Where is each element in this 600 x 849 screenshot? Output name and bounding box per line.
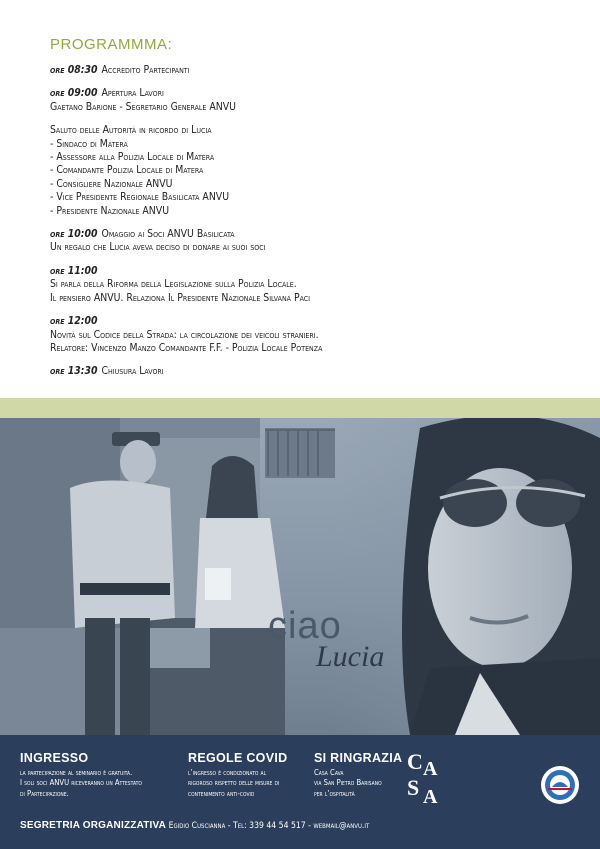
ringrazia-line: Casa Cava: [314, 768, 344, 777]
segreteria-email[interactable]: webmail@anvu.it: [313, 821, 370, 831]
agenda-text: - Sindaco di Matera: [50, 137, 128, 150]
agenda-line: [50, 191, 570, 204]
agenda-line: [50, 138, 570, 151]
agenda-text: - Vice Presidente Regionale Basilicata ANVU: [50, 191, 230, 204]
agenda-line: [50, 329, 570, 342]
agenda-block: [50, 87, 570, 114]
ingresso-section: [20, 751, 142, 799]
ringrazia-line: via San Pietro Barisano: [314, 778, 382, 788]
agenda-text: - Comandante Polizia Locale di Matera: [50, 164, 204, 177]
agenda-text: Saluto delle Autorità in ricordo di Lucia: [50, 124, 212, 137]
logo-letter: S: [407, 775, 420, 800]
ingresso-title: INGRESSO: [20, 751, 89, 765]
lucia-text: Lucia: [316, 640, 385, 673]
ringrazia-section: [314, 751, 402, 799]
agenda-line: [50, 151, 570, 164]
agenda-line: [50, 178, 570, 191]
agenda-line: [50, 241, 570, 254]
segreteria-label: SEGRETRIA ORGANIZZATIVA: [20, 820, 167, 831]
agenda-line: [50, 278, 570, 291]
agenda-line: [50, 265, 570, 278]
agenda-block: [50, 365, 570, 378]
ciao-text: ciao: [268, 605, 342, 647]
agenda-text: Relatore: Vincenzo Manzo Comandante F.F. - Polizia Locale Potenza: [50, 341, 323, 354]
agenda: [50, 64, 570, 389]
agenda-text: Novità sul Codice della Strada: la circolazione dei veicoli stranieri.: [50, 328, 319, 341]
program-title: PROGRAMMMA:: [50, 36, 173, 53]
casa-cava-logo: [403, 747, 445, 807]
footer: [0, 735, 600, 849]
agenda-block: [50, 64, 570, 77]
agenda-text: Il pensiero ANVU. Relaziona Il Presidente Nazionale Silvana Paci: [50, 291, 311, 304]
agenda-line: [50, 228, 570, 241]
covid-line: rigoroso rispetto delle misure di: [188, 778, 280, 788]
agenda-line: [50, 205, 570, 218]
agenda-line: [50, 64, 570, 77]
agenda-line: [50, 365, 570, 378]
covid-title: REGOLE COVID: [188, 751, 288, 765]
memorial-photo: [0, 418, 600, 735]
agenda-time: ore 11:00: [50, 264, 98, 277]
agenda-text: Un regalo che Lucia aveva deciso di donare ai suoi soci: [50, 241, 266, 254]
agenda-text: - Assessore alla Polizia Locale di Matera: [50, 151, 215, 164]
ingresso-line: di Partecipazione.: [20, 788, 69, 798]
agenda-block: [50, 265, 570, 305]
segreteria-phone: - Tel: 339 44 54 517 -: [225, 821, 314, 831]
agenda-line: [50, 292, 570, 305]
decorative-band: [0, 398, 600, 418]
agenda-text: Si parla della Riforma della Legislazione sulla Polizia Locale.: [50, 278, 297, 291]
segreteria-name: Egidio Cuscianna: [168, 821, 226, 831]
agenda-text: Apertura Lavori: [101, 87, 164, 100]
agenda-text: - Consigliere Nazionale ANVU: [50, 177, 173, 190]
agenda-block: [50, 315, 570, 355]
agenda-line: [50, 315, 570, 328]
segreteria-line: [20, 820, 369, 831]
agenda-line: [50, 164, 570, 177]
ingresso-line: I soli soci ANVU riceveranno un Attestato: [20, 778, 142, 788]
ringrazia-title: SI RINGRAZIA: [314, 751, 403, 765]
logo-letter: A: [423, 758, 438, 780]
agenda-text: Omaggio ai Soci ANVU Basilicata: [101, 228, 235, 241]
agenda-text: Accredito Partecipanti: [101, 64, 190, 76]
agenda-text: - Presidente Nazionale ANVU: [50, 204, 170, 217]
ringrazia-line: per l’ospitalità: [314, 788, 355, 798]
covid-line: contenimento anti-covid: [188, 788, 255, 798]
agenda-time: ore 08:30: [50, 64, 98, 76]
agenda-time: ore 10:00: [50, 228, 98, 241]
anvu-badge-icon: [540, 765, 580, 805]
logo-letter: A: [423, 786, 438, 807]
agenda-time: ore 12:00: [50, 315, 98, 328]
ingresso-line: la partecipazione al seminario è gratuita.: [20, 768, 133, 777]
agenda-line: [50, 101, 570, 114]
logo-letter: C: [407, 749, 423, 774]
agenda-line: [50, 124, 570, 137]
covid-section: [188, 751, 287, 799]
agenda-text: Chiusura Lavori: [101, 365, 164, 378]
agenda-block: [50, 228, 570, 255]
agenda-line: [50, 342, 570, 355]
agenda-time: ore 09:00: [50, 87, 98, 100]
agenda-line: [50, 87, 570, 100]
covid-line: l’ingresso è condizionato al: [188, 768, 267, 777]
agenda-text: Gaetano Barione - Segretario Generale ANVU: [50, 100, 236, 113]
agenda-time: ore 13:30: [50, 365, 98, 378]
agenda-block: [50, 124, 570, 218]
photo-illustration: [0, 418, 600, 735]
